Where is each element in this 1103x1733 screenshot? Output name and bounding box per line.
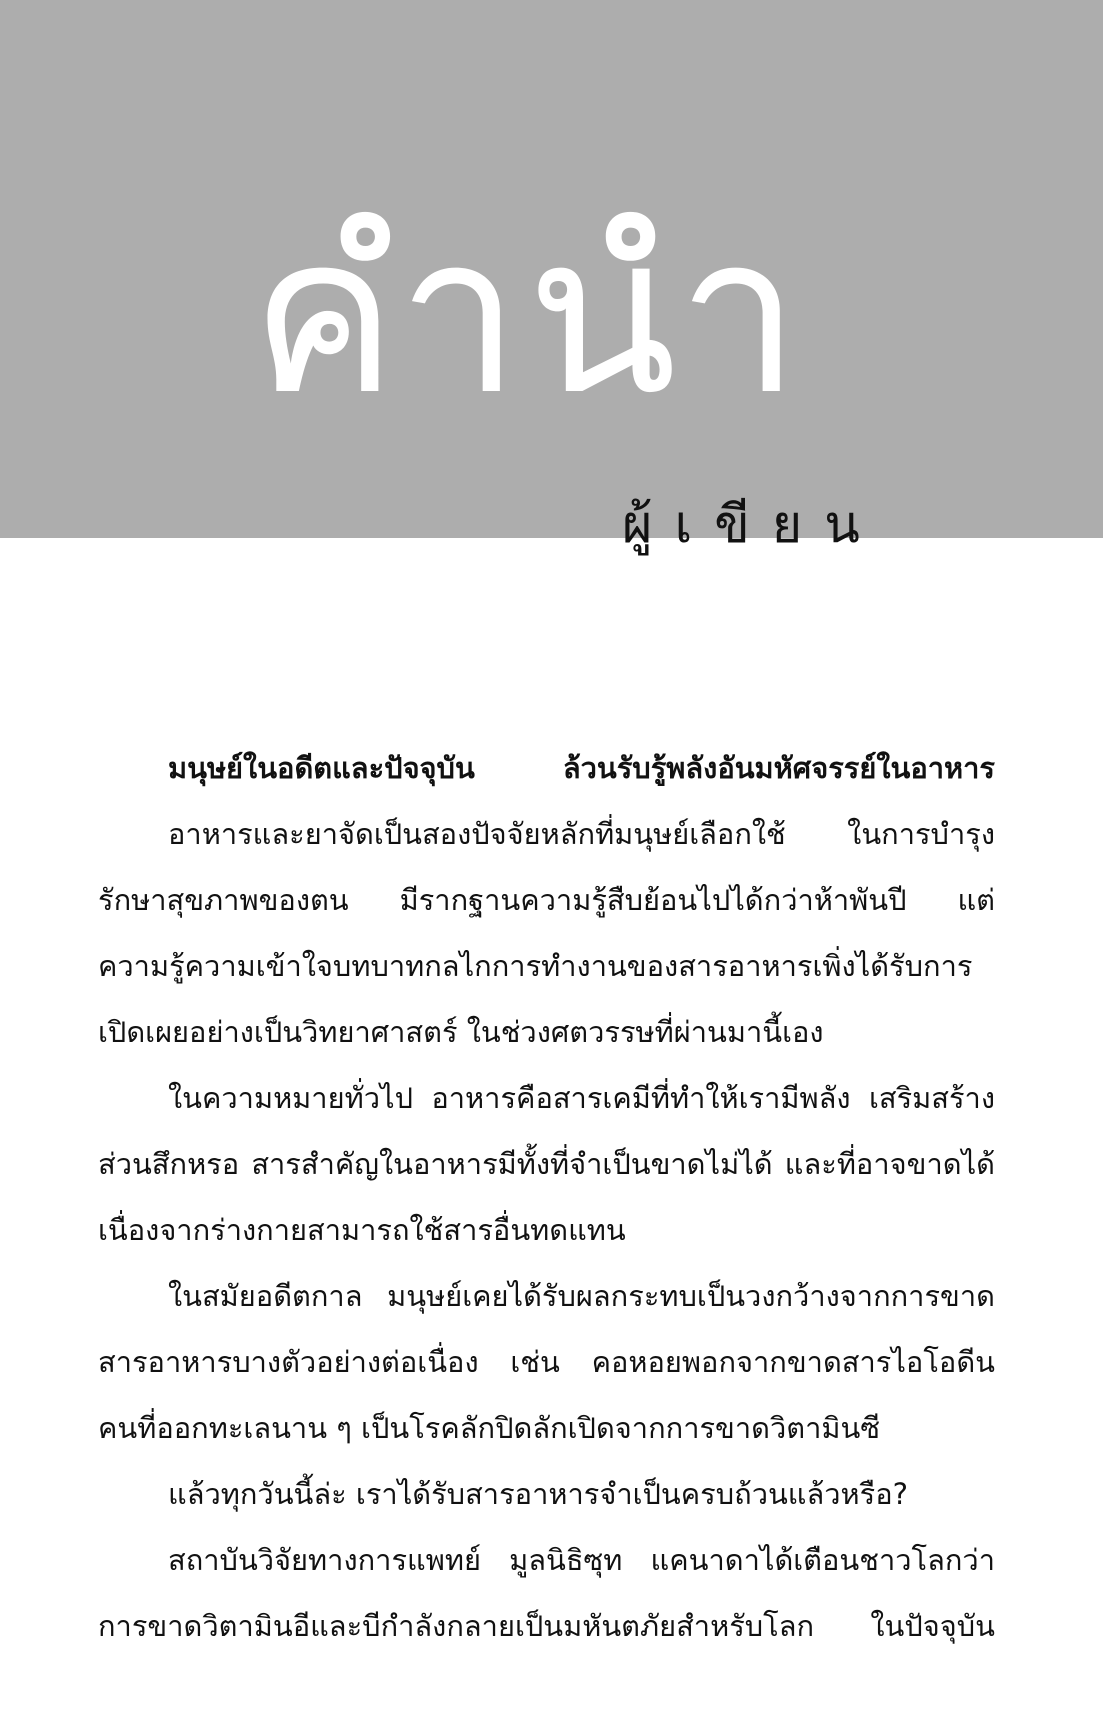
paragraph-line: ในสมัยอดีตกาล มนุษย์เคยได้รับผลกระทบเป็นวงกว้างจากการขาด [168,1279,995,1313]
lead-line: มนุษย์ในอดีตและปัจจุบัน ล้วนรับรู้พลังอันมหัศจรรย์ในอาหาร [168,751,995,785]
paragraph-line: การขาดวิตามินอีและบีกำลังกลายเป็นมหันตภัยสำหรับโลก ในปัจจุบัน [98,1609,995,1643]
paragraph-line: สถาบันวิจัยทางการแพทย์ มูลนิธิซุท แคนาดาได้เตือนชาวโลกว่า [168,1543,995,1577]
page-title: คำนำ [250,187,807,443]
paragraph-line: เปิดเผยอย่างเป็นวิทยาศาสตร์ ในช่วงศตวรรษที่ผ่านมานี้เอง [98,1015,824,1049]
paragraph-line: คนที่ออกทะเลนาน ๆ เป็นโรคลักปิดลักเปิดจากการขาดวิตามินซี [98,1411,881,1445]
author-label: ผู้เขียน [622,495,882,555]
paragraph-line: แล้วทุกวันนี้ล่ะ เราได้รับสารอาหารจำเป็นครบถ้วนแล้วหรือ? [168,1477,909,1511]
body-text [98,735,995,1659]
paragraph-line: ในความหมายทั่วไป อาหารคือสารเคมีที่ทำให้เรามีพลัง เสริมสร้าง [168,1081,995,1115]
paragraph-line: ส่วนสึกหรอ สารสำคัญในอาหารมีทั้งที่จำเป็นขาดไม่ได้ และที่อาจขาดได้ [98,1147,995,1181]
paragraph-line: เนื่องจากร่างกายสามารถใช้สารอื่นทดแทน [98,1213,626,1247]
header-band [0,0,1103,538]
paragraph-line: รักษาสุขภาพของตน มีรากฐานความรู้สืบย้อนไปได้กว่าห้าพันปี แต่ [98,883,995,917]
paragraph-line: อาหารและยาจัดเป็นสองปัจจัยหลักที่มนุษย์เลือกใช้ ในการบำรุง [168,817,995,851]
paragraph-line: สารอาหารบางตัวอย่างต่อเนื่อง เช่น คอหอยพอกจากขาดสารไอโอดีน [98,1345,995,1379]
paragraph-line: ความรู้ความเข้าใจบทบาทกลไกการทำงานของสารอาหารเพิ่งได้รับการ [98,949,973,983]
